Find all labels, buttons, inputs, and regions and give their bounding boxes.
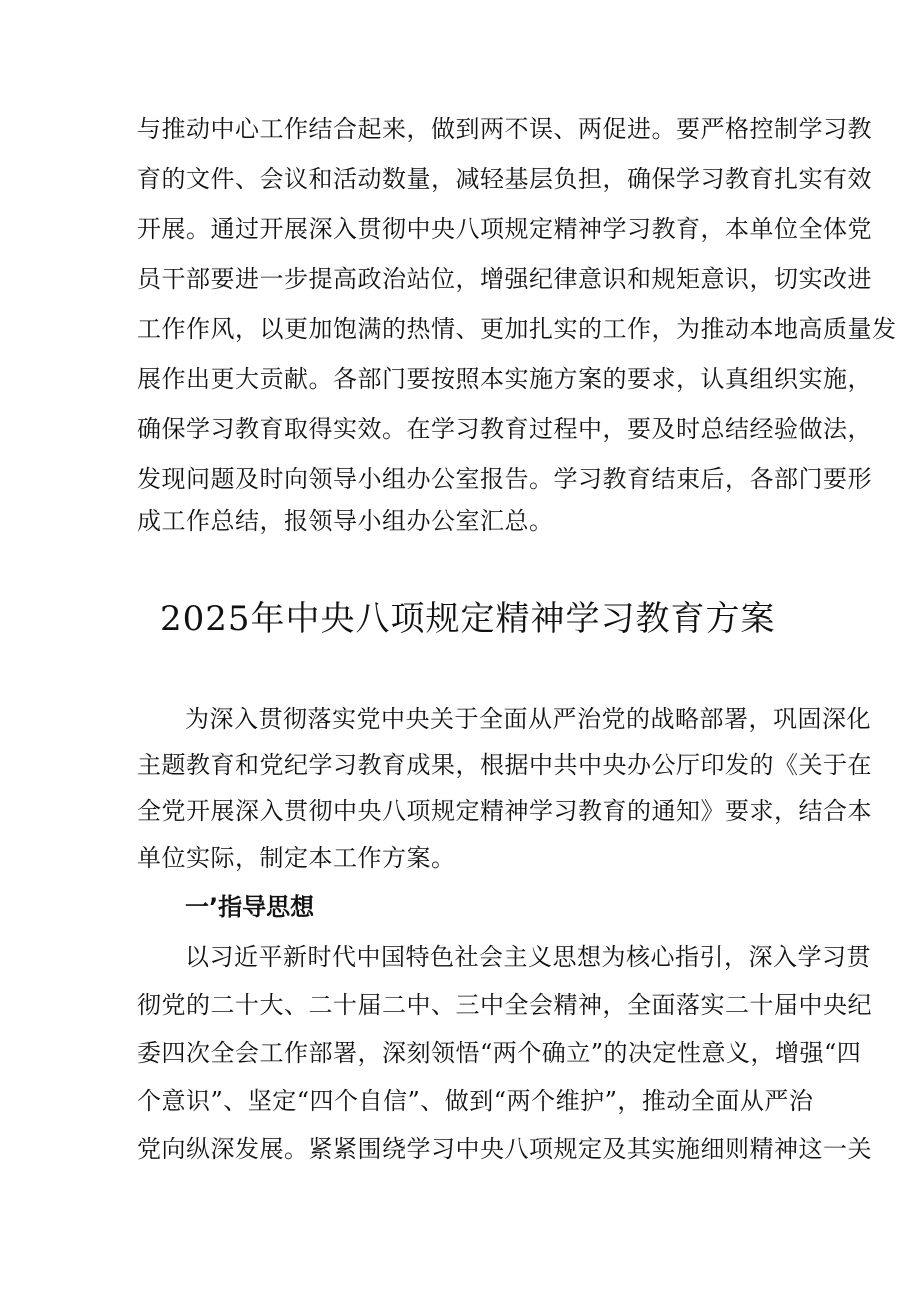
paragraph-line: 成工作总结，报领导小组办公室汇总。 — [137, 507, 554, 535]
paragraph-line: 委四次全会工作部署，深刻领悟“两个确立”的决定性意义，增强“四 — [137, 1039, 862, 1067]
paragraph-line: 全党开展深入贯彻中央八项规定精神学习教育的通知》要求，结合本 — [137, 797, 872, 825]
paragraph-line: 员干部要进一步提高政治站位，增强纪律意识和规矩意识，切实改进 — [137, 265, 872, 293]
paragraph-line: 展作出更大贡献。各部门要按照本实施方案的要求，认真组织实施， — [137, 365, 872, 393]
paragraph-line: 以习近平新时代中国特色社会主义思想为核心指引，深入学习贯 — [185, 943, 871, 971]
paragraph-line: 为深入贯彻落实党中央关于全面从严治党的战略部署，巩固深化 — [185, 705, 871, 733]
paragraph-line: 工作作风，以更加饱满的热情、更加扎实的工作，为推动本地高质量发 — [137, 315, 897, 343]
paragraph-line: 单位实际，制定本工作方案。 — [137, 844, 456, 872]
paragraph-line: 个意识”、坚定“四个自信”、做到“两个维护”，推动全面从严治 — [137, 1087, 814, 1115]
paragraph-line: 发现问题及时向领导小组办公室报告。学习教育结束后，各部门要形 — [137, 465, 872, 493]
paragraph-line: 确保学习教育取得实效。在学习教育过程中，要及时总结经验做法， — [137, 415, 872, 443]
paragraph-line: 开展。通过开展深入贯彻中央八项规定精神学习教育，本单位全体党 — [137, 215, 872, 243]
paragraph-line: 与推动中心工作结合起来，做到两不误、两促进。要严格控制学习教 — [137, 115, 872, 143]
paragraph-line: 彻党的二十大、二十届二中、三中全会精神，全面落实二十届中央纪 — [137, 991, 872, 1019]
paragraph-line: 主题教育和党纪学习教育成果，根据中共中央办公厅印发的《关于在 — [137, 751, 872, 779]
document-title: 2025年中央八项规定精神学习教育方案 — [160, 599, 776, 639]
paragraph-line: 育的文件、会议和活动数量，减轻基层负担，确保学习教育扎实有效 — [137, 165, 872, 193]
section-heading-guiding-thought: 一’指导思想 — [185, 893, 315, 921]
paragraph-line: 党向纵深发展。紧紧围绕学习中央八项规定及其实施细则精神这一关 — [137, 1135, 872, 1163]
